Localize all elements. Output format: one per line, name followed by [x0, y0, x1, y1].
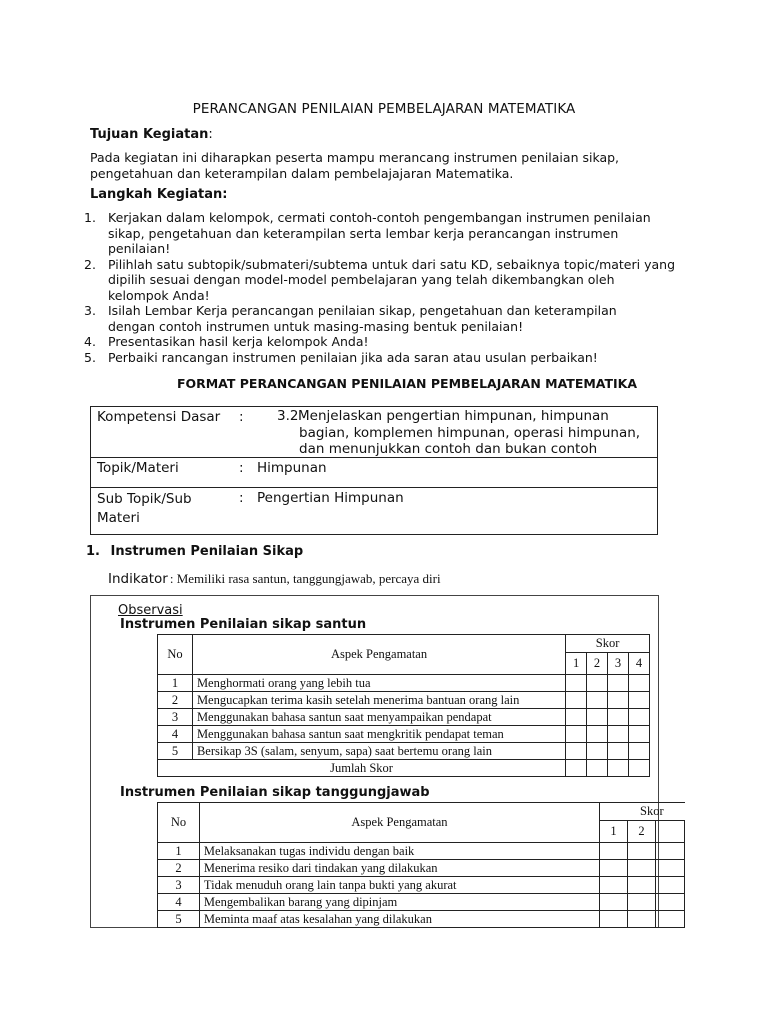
- table-row: [158, 692, 650, 709]
- tj-col-aspek: Aspek Pengamatan: [199, 803, 599, 843]
- score-cell[interactable]: [587, 743, 608, 760]
- section-1-title: Instrumen Penilaian Sikap: [110, 544, 304, 559]
- sub-label-line: Materi: [97, 510, 140, 526]
- table-row: [158, 911, 685, 928]
- row-aspek: Meminta maaf atas kesalahan yang dilakukan: [199, 911, 599, 928]
- score-cell[interactable]: [608, 692, 629, 709]
- score-cell[interactable]: [655, 894, 684, 911]
- indikator-line: [108, 568, 441, 587]
- kd-line: dan menunjukkan contoh dan bukan contoh: [299, 441, 598, 457]
- langkah-item-5: [84, 350, 704, 366]
- score-cell[interactable]: [628, 860, 656, 877]
- score-cell[interactable]: [566, 709, 587, 726]
- langkah-item-3: [84, 303, 704, 334]
- tanggungjawab-table: [157, 802, 685, 928]
- score-cell[interactable]: [566, 743, 587, 760]
- score-cell[interactable]: [608, 709, 629, 726]
- sub-label: [97, 490, 192, 528]
- score-cell[interactable]: [600, 911, 628, 928]
- row-no: 1: [158, 675, 193, 692]
- langkah-line: Presentasikan hasil kerja kelompok Anda!: [108, 334, 369, 349]
- sub-label-line: Sub Topik/Sub: [97, 491, 192, 507]
- langkah-line: kelompok Anda!: [108, 287, 210, 303]
- row-no: 5: [158, 743, 193, 760]
- santun-col-no: No: [158, 635, 193, 675]
- score-cell[interactable]: [655, 821, 684, 843]
- tujuan-heading-colon: :: [208, 127, 213, 142]
- row-aspek: Mengembalikan barang yang dipinjam: [199, 894, 599, 911]
- langkah-num: 5.: [84, 349, 96, 365]
- santun-total-row: [158, 760, 650, 777]
- langkah-line: sikap, pengetahuan dan keterampilan serta lembar kerja perancangan instrumen: [108, 225, 619, 241]
- score-cell[interactable]: [587, 709, 608, 726]
- santun-col-skor: Skor: [566, 635, 650, 653]
- kd-line: bagian, komplemen himpunan, operasi himpunan,: [299, 424, 641, 441]
- kd-line: Menjelaskan pengertian himpunan, himpunan: [298, 408, 609, 424]
- row-aspek: Menggunakan bahasa santun saat menyampaikan pendapat: [192, 709, 565, 726]
- row-aspek: Mengucapkan terima kasih setelah menerima bantuan orang lain: [192, 692, 565, 709]
- score-cell[interactable]: [628, 911, 656, 928]
- score-cell[interactable]: [566, 675, 587, 692]
- section-1-num: 1.: [86, 544, 100, 559]
- row-no: 1: [158, 843, 200, 860]
- kd-text: [298, 408, 640, 458]
- score-cell[interactable]: [655, 877, 684, 894]
- langkah-line: Kerjakan dalam kelompok, cermati contoh-contoh pengembangan instrumen penilaian: [108, 210, 651, 225]
- score-cell[interactable]: [600, 877, 628, 894]
- table-row: [158, 709, 650, 726]
- kd-number: 3.2: [277, 408, 299, 424]
- langkah-line: Perbaiki rancangan instrumen penilaian jika ada saran atau usulan perbaikan!: [108, 349, 598, 365]
- score-cell[interactable]: [628, 709, 649, 726]
- info-row-sub: [91, 488, 657, 535]
- score-cell[interactable]: [587, 692, 608, 709]
- score-cell[interactable]: [628, 760, 649, 777]
- tj-header-row: [158, 803, 685, 821]
- score-cell[interactable]: [628, 743, 649, 760]
- indikator-label: Indikator: [108, 571, 168, 587]
- tujuan-heading: [90, 127, 213, 142]
- row-aspek: Bersikap 3S (salam, senyum, sapa) saat bertemu orang lain: [192, 743, 565, 760]
- topik-label: Topik/Materi: [97, 460, 179, 476]
- santun-skor-1: 1: [566, 653, 587, 675]
- score-cell[interactable]: [600, 894, 628, 911]
- score-cell[interactable]: [566, 726, 587, 743]
- row-no: 2: [158, 860, 200, 877]
- info-row-topik: [91, 458, 657, 488]
- score-cell[interactable]: [600, 860, 628, 877]
- santun-skor-3: 3: [608, 653, 629, 675]
- table-row: [158, 675, 650, 692]
- langkah-num: 4.: [84, 334, 96, 349]
- score-cell[interactable]: [628, 894, 656, 911]
- score-cell[interactable]: [587, 726, 608, 743]
- row-no: 4: [158, 726, 193, 743]
- row-aspek: Tidak menuduh orang lain tanpa bukti yang akurat: [199, 877, 599, 894]
- jumlah-skor-label: Jumlah Skor: [158, 760, 566, 777]
- indikator-value: : Memiliki rasa santun, tanggungjawab, percaya diri: [169, 571, 441, 586]
- tujuan-line-1: Pada kegiatan ini diharapkan peserta mampu merancang instrumen penilaian sikap,: [90, 150, 620, 165]
- score-cell[interactable]: [566, 760, 587, 777]
- score-cell[interactable]: [608, 726, 629, 743]
- langkah-list: [84, 210, 704, 365]
- score-cell[interactable]: [600, 843, 628, 860]
- score-cell[interactable]: [655, 911, 684, 928]
- table-row: [158, 877, 685, 894]
- langkah-num: 3.: [84, 303, 96, 318]
- section-1-heading: [86, 544, 303, 559]
- santun-table: [157, 634, 650, 777]
- table-row: [158, 843, 685, 860]
- tanggungjawab-heading: Instrumen Penilaian sikap tanggungjawab: [120, 785, 430, 800]
- langkah-item-1: [84, 210, 704, 257]
- tj-skor-1: 1: [600, 821, 628, 843]
- langkah-line: penilaian!: [108, 241, 171, 256]
- kd-colon: :: [239, 409, 244, 425]
- tj-skor-2: 2: [628, 821, 656, 843]
- row-no: 3: [158, 877, 200, 894]
- langkah-num: 1.: [84, 210, 96, 225]
- tj-col-no: No: [158, 803, 200, 843]
- sub-value: Pengertian Himpunan: [257, 490, 404, 506]
- sub-colon: :: [239, 490, 244, 506]
- langkah-item-4: [84, 334, 704, 350]
- row-aspek: Menggunakan bahasa santun saat mengkritik pendapat teman: [192, 726, 565, 743]
- score-cell[interactable]: [566, 692, 587, 709]
- score-cell[interactable]: [628, 877, 656, 894]
- row-aspek: Menerima resiko dari tindakan yang dilakukan: [199, 860, 599, 877]
- row-no: 4: [158, 894, 200, 911]
- santun-skor-2: 2: [587, 653, 608, 675]
- topik-colon: :: [239, 460, 244, 476]
- langkah-line: Pilihlah satu subtopik/submateri/subtema untuk dari satu KD, sebaiknya topic/materi yang: [108, 256, 675, 272]
- score-cell[interactable]: [587, 675, 608, 692]
- row-no: 2: [158, 692, 193, 709]
- tj-col-skor: [600, 803, 685, 821]
- score-cell[interactable]: [608, 760, 629, 777]
- row-no: 5: [158, 911, 200, 928]
- table-row: [158, 894, 685, 911]
- langkah-item-2: [84, 257, 704, 304]
- langkah-num: 2.: [84, 256, 96, 272]
- score-cell[interactable]: [608, 675, 629, 692]
- info-row-kd: [91, 407, 657, 458]
- table-row: [158, 743, 650, 760]
- santun-header-row: [158, 635, 650, 653]
- tujuan-line-2: pengetahuan dan keterampilan dalam pembelajajaran Matematika.: [90, 165, 514, 181]
- score-cell[interactable]: [628, 675, 649, 692]
- tj-col-skor-label: Skor: [640, 804, 664, 818]
- tujuan-text: [90, 150, 619, 181]
- row-no: 3: [158, 709, 193, 726]
- langkah-line: dipilih sesuai dengan model-model pembelajaran yang telah dikembangkan oleh: [108, 272, 615, 287]
- score-cell[interactable]: [628, 726, 649, 743]
- santun-heading: Instrumen Penilaian sikap santun: [120, 617, 367, 632]
- santun-skor-4: 4: [628, 653, 649, 675]
- tujuan-heading-label: Tujuan Kegiatan: [90, 127, 209, 142]
- langkah-heading: Langkah Kegiatan:: [90, 187, 228, 202]
- info-box: [90, 406, 658, 535]
- score-cell[interactable]: [655, 860, 684, 877]
- topik-value: Himpunan: [257, 460, 327, 476]
- table-row: [158, 726, 650, 743]
- row-aspek: Menghormati orang yang lebih tua: [192, 675, 565, 692]
- score-cell[interactable]: [655, 843, 684, 860]
- row-aspek: Melaksanakan tugas individu dengan baik: [199, 843, 599, 860]
- score-cell[interactable]: [608, 743, 629, 760]
- score-cell[interactable]: [587, 760, 608, 777]
- langkah-line: dengan contoh instrumen untuk masing-masing bentuk penilaian!: [108, 318, 524, 334]
- observasi-label: Observasi: [118, 603, 183, 618]
- kd-label: Kompetensi Dasar: [97, 409, 221, 425]
- page-title: PERANCANGAN PENILAIAN PEMBELAJARAN MATEMATIKA: [192, 101, 576, 117]
- score-cell[interactable]: [628, 692, 649, 709]
- santun-col-aspek: Aspek Pengamatan: [192, 635, 565, 675]
- format-title: FORMAT PERANCANGAN PENILAIAN PEMBELAJARAN MATEMATIKA: [176, 376, 638, 391]
- langkah-line: Isilah Lembar Kerja perancangan penilaian sikap, pengetahuan dan keterampilan: [108, 303, 617, 318]
- score-cell[interactable]: [628, 843, 656, 860]
- table-row: [158, 860, 685, 877]
